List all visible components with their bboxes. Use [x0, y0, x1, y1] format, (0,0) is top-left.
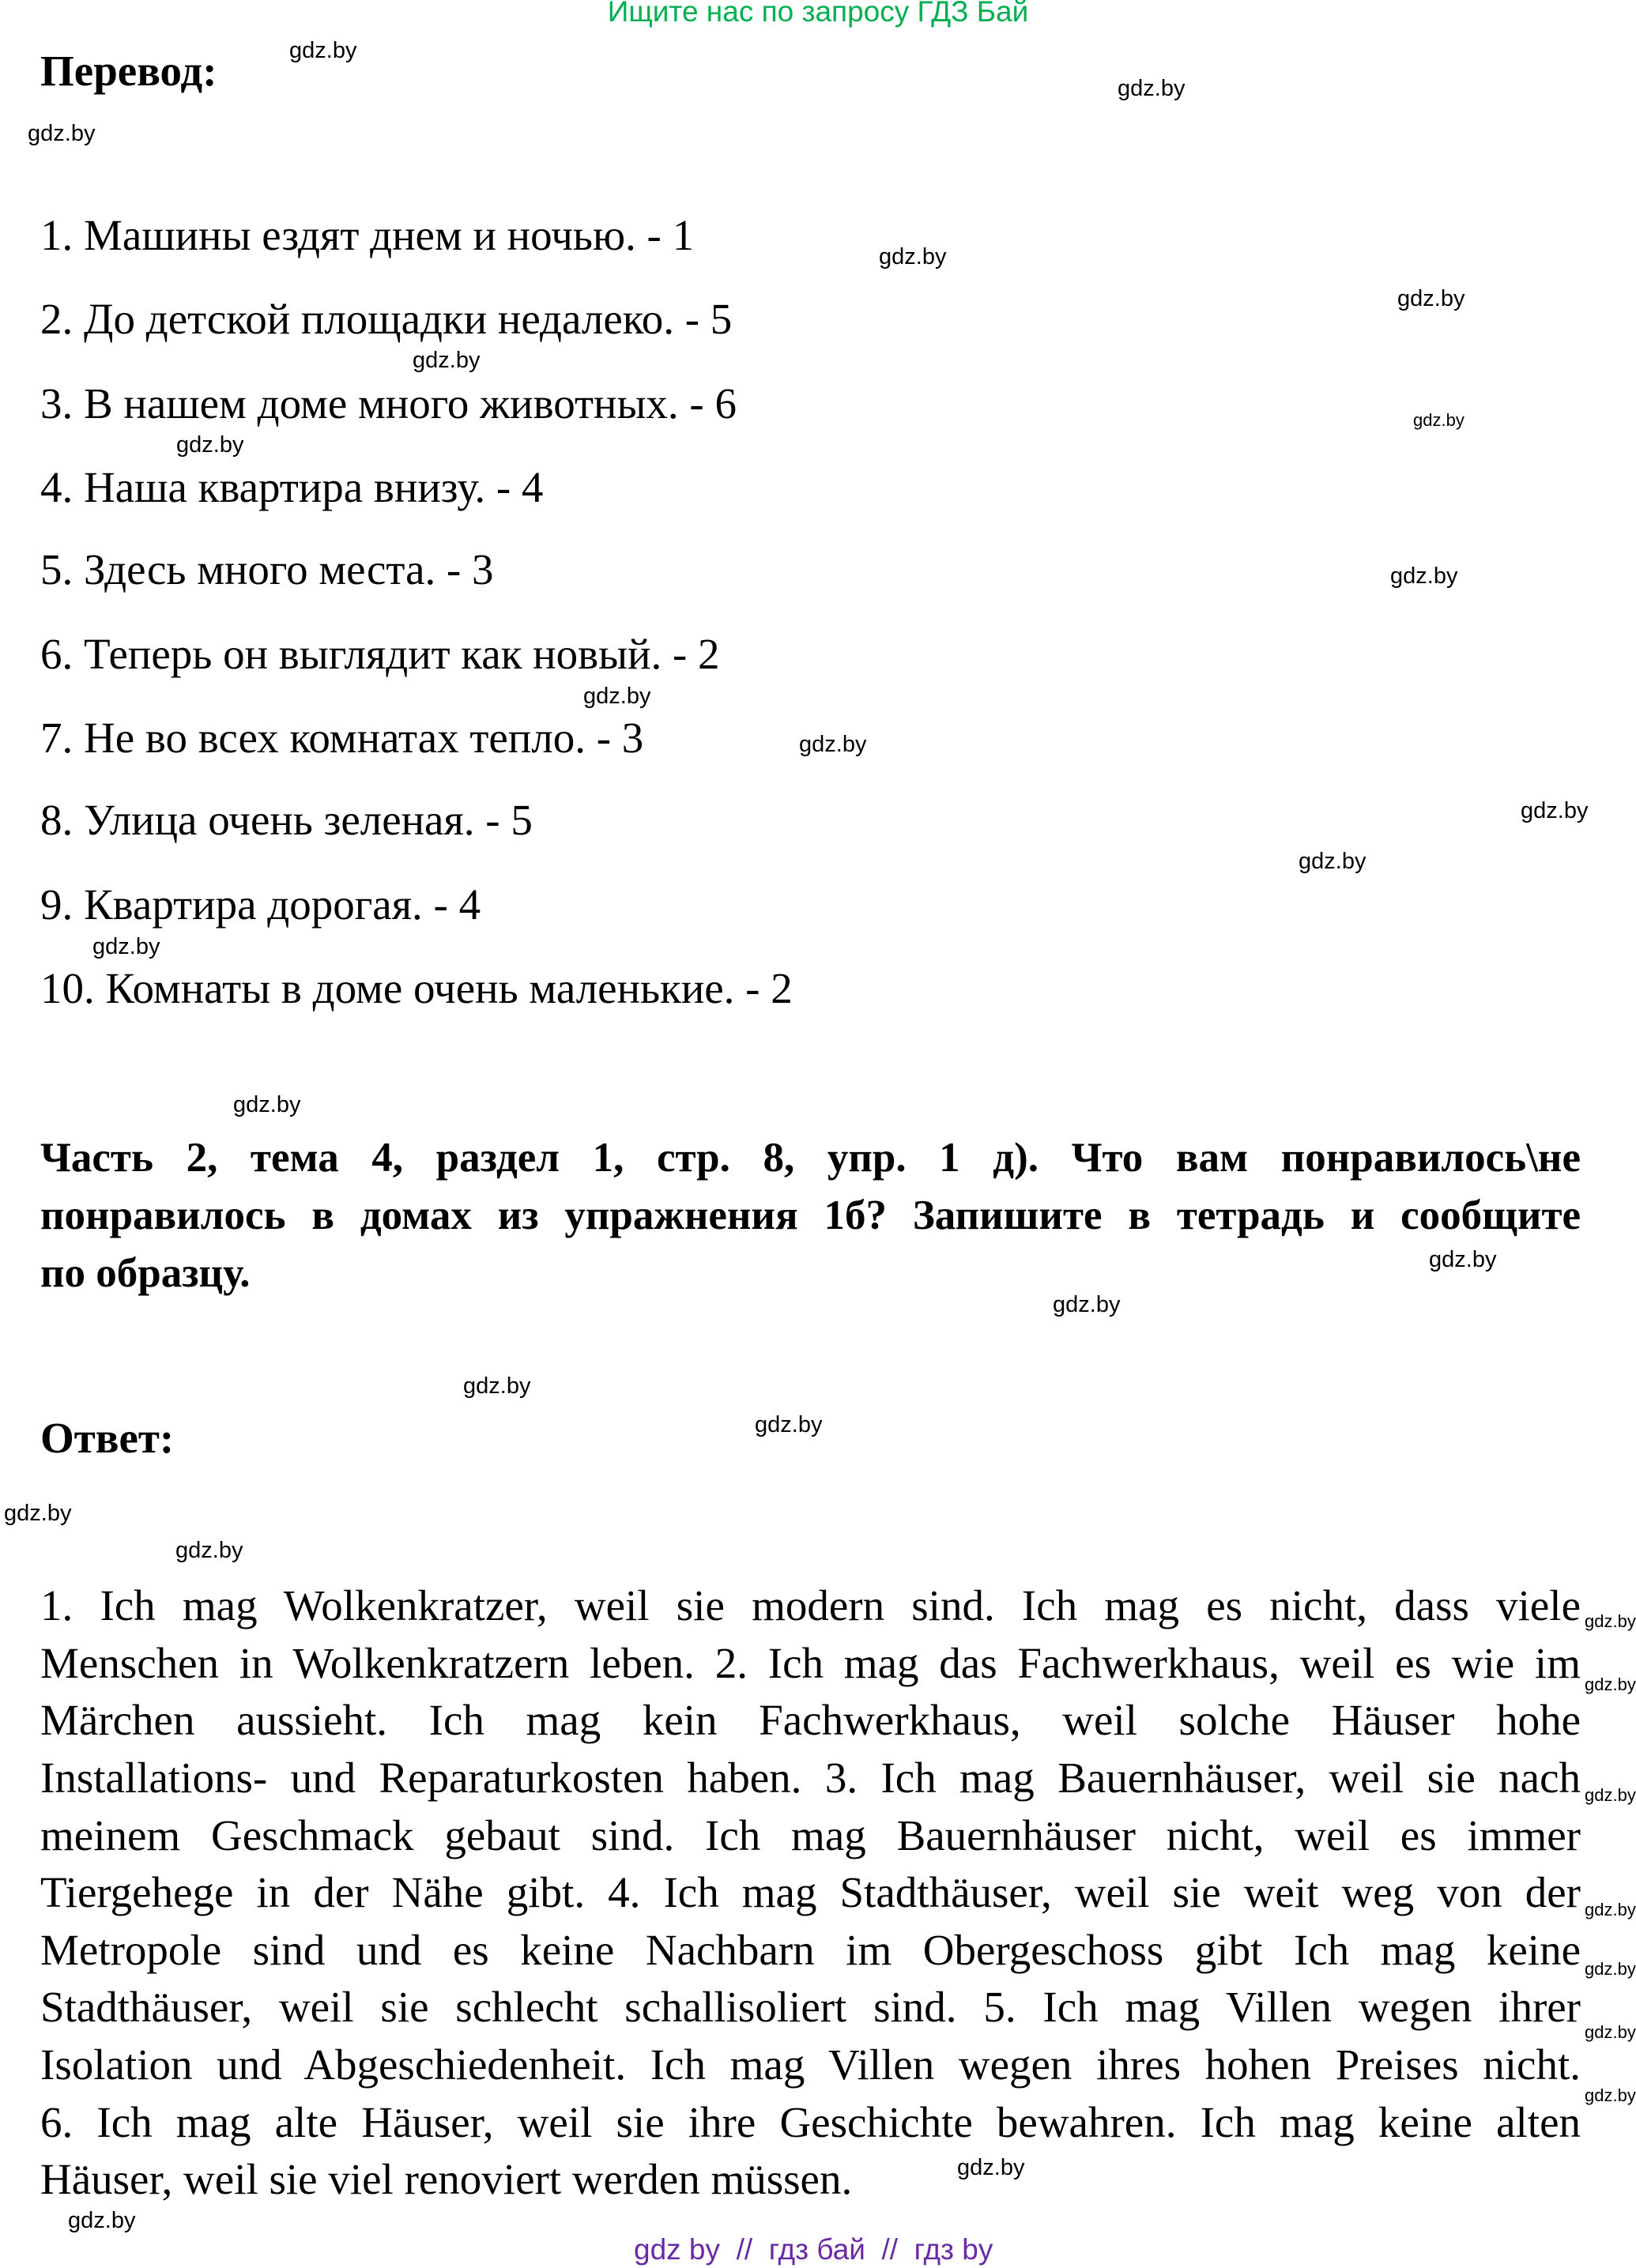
- translation-heading: Перевод:: [40, 47, 217, 95]
- watermark: gdz.by: [1585, 2022, 1636, 2042]
- answer-heading: Ответ:: [40, 1414, 175, 1462]
- watermark: gdz.by: [28, 121, 96, 146]
- top-banner: Ищите нас по запросу ГДЗ Бай: [607, 0, 1029, 28]
- watermark: gdz.by: [1585, 1785, 1636, 1805]
- watermark: gdz.by: [1521, 798, 1589, 823]
- watermark: gdz.by: [1413, 410, 1464, 430]
- list-item: 8. Улица очень зеленая. - 5: [40, 796, 533, 844]
- answer-line: 1. Ich mag Wolkenkratzer, weil sie modern sind. Ich mag es nicht, dass viele: [40, 1581, 1581, 1629]
- answer-line: Märchen aussieht. Ich mag kein Fachwerkhaus, weil solche Häuser hohe: [40, 1696, 1581, 1744]
- watermark: gdz.by: [1118, 76, 1186, 101]
- answer-line: Menschen in Wolkenkratzern leben. 2. Ich mag das Fachwerkhaus, weil es wie im: [40, 1639, 1581, 1687]
- answer-line: Häuser, weil sie viel renoviert werden müssen.: [40, 2155, 853, 2203]
- watermark: gdz.by: [289, 38, 357, 63]
- list-item: 1. Машины ездят днем и ночью. - 1: [40, 211, 695, 259]
- watermark: gdz.by: [1299, 849, 1366, 874]
- list-item: 3. В нашем доме много животных. - 6: [40, 379, 737, 428]
- watermark: gdz.by: [755, 1412, 823, 1437]
- watermark: gdz.by: [1585, 2085, 1636, 2105]
- watermark: gdz.by: [1585, 1675, 1636, 1694]
- watermark: gdz.by: [68, 2208, 136, 2233]
- watermark: gdz.by: [799, 732, 867, 757]
- watermark: gdz.by: [957, 2155, 1025, 2180]
- watermark: gdz.by: [92, 934, 160, 959]
- list-item: 6. Теперь он выглядит как новый. - 2: [40, 630, 720, 678]
- list-item: 2. До детской площадки недалеко. - 5: [40, 295, 733, 343]
- watermark: gdz.by: [413, 348, 481, 373]
- list-item: 7. Не во всех комнатах тепло. - 3: [40, 714, 644, 762]
- watermark: gdz.by: [879, 244, 947, 269]
- watermark: gdz.by: [1053, 1292, 1121, 1317]
- answer-line: meinem Geschmack gebaut sind. Ich mag Bauernhäuser nicht, weil es immer: [40, 1811, 1581, 1859]
- answer-line: Metropole sind und es keine Nachbarn im Obergeschoss gibt Ich mag keine: [40, 1926, 1581, 1974]
- list-item: 9. Квартира дорогая. - 4: [40, 880, 481, 929]
- watermark: gdz.by: [1585, 1611, 1636, 1631]
- watermark: gdz.by: [1585, 1959, 1636, 1979]
- watermark: gdz.by: [463, 1373, 531, 1399]
- task-line: понравилось в домах из упражнения 1б? Запишите в тетрадь и сообщите: [40, 1192, 1581, 1238]
- answer-line: 6. Ich mag alte Häuser, weil sie ihre Geschichte bewahren. Ich mag keine alten: [40, 2098, 1581, 2146]
- list-item: 5. Здесь много места. - 3: [40, 545, 494, 593]
- watermark: gdz.by: [583, 684, 651, 709]
- list-item: 4. Наша квартира внизу. - 4: [40, 463, 544, 511]
- footer-link[interactable]: gdz by // гдз бай // гдз by: [634, 2233, 993, 2266]
- watermark: gdz.by: [1429, 1247, 1497, 1272]
- watermark: gdz.by: [1390, 563, 1458, 589]
- watermark: gdz.by: [175, 1538, 243, 1563]
- task-line: Часть 2, тема 4, раздел 1, стр. 8, упр. 1 д). Что вам понравилось\не: [40, 1135, 1581, 1181]
- answer-line: Installations- und Reparaturkosten haben. 3. Ich mag Bauernhäuser, weil sie nach: [40, 1754, 1581, 1802]
- answer-line: Isolation und Abgeschiedenheit. Ich mag Villen wegen ihres hohen Preises nicht.: [40, 2040, 1581, 2089]
- watermark: gdz.by: [1397, 286, 1465, 311]
- list-item: 10. Комнаты в доме очень маленькие. - 2: [40, 964, 793, 1012]
- answer-line: Stadthäuser, weil sie schlecht schallisoliert sind. 5. Ich mag Villen wegen ihrer: [40, 1983, 1581, 2031]
- task-line: по образцу.: [40, 1250, 251, 1296]
- watermark: gdz.by: [1585, 1900, 1636, 1920]
- watermark: gdz.by: [4, 1501, 72, 1526]
- answer-line: Tiergehege in der Nähe gibt. 4. Ich mag Stadthäuser, weil sie weit weg von der: [40, 1868, 1581, 1916]
- watermark: gdz.by: [233, 1092, 301, 1117]
- watermark: gdz.by: [176, 432, 244, 458]
